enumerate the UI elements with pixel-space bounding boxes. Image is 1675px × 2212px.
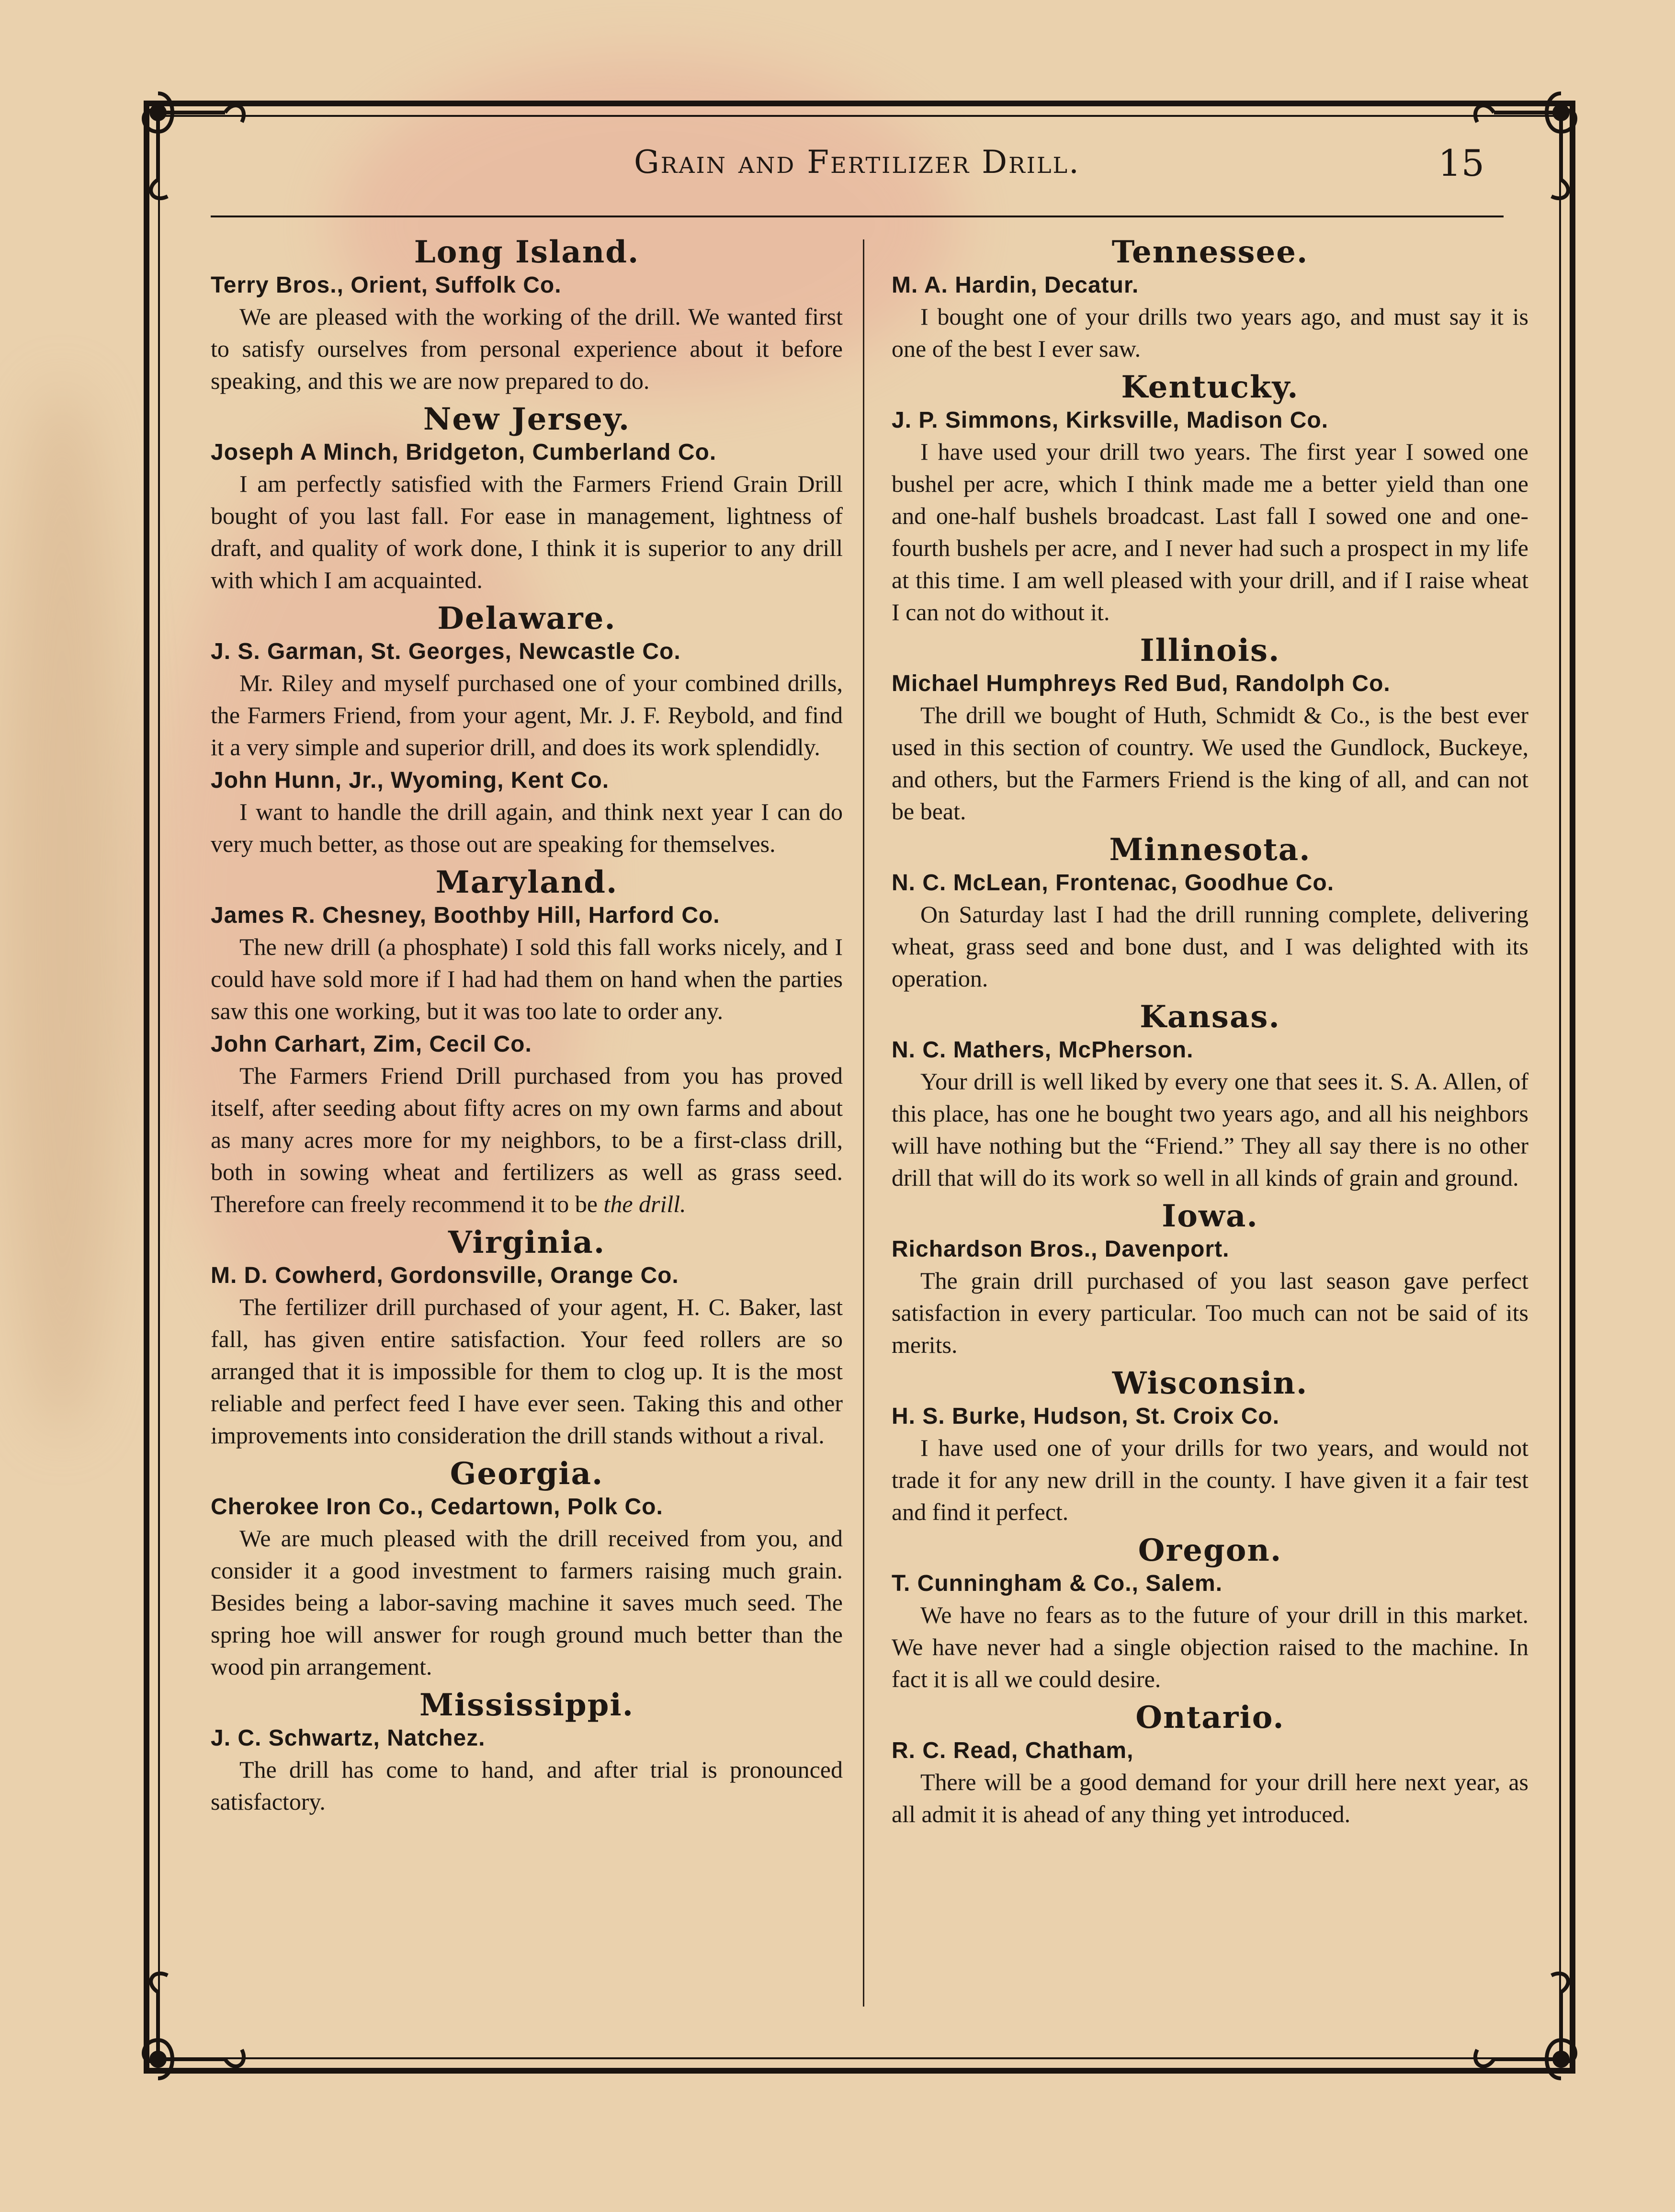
testimonial-text: I want to handle the drill again, and think next year I can do very much better, as those out are speaking for themselves.: [211, 798, 843, 857]
sender-line: Richardson Bros., Davenport.: [892, 1236, 1230, 1262]
testimonial-entry: [211, 765, 843, 860]
testimonial-entry: [892, 1199, 1528, 1361]
sender-line: John Hunn, Jr., Wyoming, Kent Co.: [211, 768, 610, 793]
testimonial-entry: [211, 235, 843, 397]
testimonial-text: I have used one of your drills for two years, and would not trade it for any new drill in the county. I have given it a fair test and find it perfect.: [892, 1434, 1528, 1525]
testimonial-entry: [211, 601, 843, 763]
sender-line: N. C. McLean, Frontenac, Goodhue Co.: [892, 870, 1335, 896]
state-heading: New Jersey.: [423, 401, 631, 437]
state-heading: Georgia.: [450, 1456, 604, 1492]
sender-line: R. C. Read, Chatham,: [892, 1738, 1134, 1763]
testimonial-text: The new drill (a phosphate) I sold this fall works nicely, and I could have sold more if I had had them on hand when the parties saw this one working, but it was too late to order any.: [211, 933, 843, 1024]
state-heading: Kansas.: [1140, 999, 1280, 1035]
testimonial-entry: [892, 1366, 1528, 1528]
sender-line: Cherokee Iron Co., Cedartown, Polk Co.: [211, 1494, 663, 1520]
sender-line: J. P. Simmons, Kirksville, Madison Co.: [892, 408, 1329, 433]
state-heading: Wisconsin.: [1112, 1365, 1308, 1401]
testimonial-text: We are much pleased with the drill received from you, and consider it a good investment to farmers raising much grain. Besides being a labor-saving machine it saves much seed. The spring hoe will answer for rough ground much better than the wood pin arrangement.: [211, 1525, 843, 1680]
testimonial-entry: [892, 633, 1528, 828]
testimonial-entry: [892, 1700, 1528, 1830]
testimonial-text: I am perfectly satisfied with the Farmers Friend Grain Drill bought of you last fall. For ease in management, lightness of draft, and quality of work done, I think it is superior to any drill with which I am acquainted.: [211, 470, 843, 593]
ornament-corner-bottom-left: [129, 1963, 254, 2088]
sender-line: James R. Chesney, Boothby Hill, Harford Co.: [211, 903, 720, 928]
testimonial-text: On Saturday last I had the drill running complete, delivering wheat, grass seed and bone dust, and I was delighted with its operation.: [892, 901, 1528, 992]
state-heading: Illinois.: [1140, 633, 1280, 669]
right-column: [892, 230, 1528, 1832]
state-heading: Ontario.: [1135, 1700, 1285, 1736]
testimonial-text-emphasis: the drill.: [603, 1191, 686, 1217]
testimonial-entry: [892, 999, 1528, 1194]
testimonial-text: The drill we bought of Huth, Schmidt & Co., is the best ever used in this section of country. We used the Gundlock, Buckeye, and others, but the Farmers Friend is the king of all, and can not be beat.: [892, 702, 1528, 825]
running-title: Grain and Fertilizer Drill.: [634, 144, 1081, 181]
testimonial-text: We are pleased with the working of the drill. We wanted first to satisfy ourselves from personal experience about it before speaking, and this we are now prepared to do.: [211, 303, 843, 394]
state-heading: Mississippi.: [419, 1687, 634, 1723]
sender-line: Joseph A Minch, Bridgeton, Cumberland Co.: [211, 440, 717, 465]
state-heading: Minnesota.: [1109, 832, 1311, 868]
testimonial-text-main: The Farmers Friend Drill purchased from you has proved itself, after seeding about fifty acres on my own farms and about as many acres more for my neighbors, to be a first-class drill, both in sowing wheat and fertilizers as well as grass seed. Therefore can freely recommend it to be: [211, 1062, 843, 1217]
sender-line: J. S. Garman, St. Georges, Newcastle Co.: [211, 639, 681, 664]
state-heading: Iowa.: [1162, 1198, 1258, 1234]
testimonial-text: We have no fears as to the future of your drill in this market. We have never had a single objection raised to the machine. In fact it is all we could desire.: [892, 1601, 1528, 1692]
header-rule: [211, 216, 1504, 217]
testimonial-entry: [211, 1688, 843, 1818]
paper-edge-stain: [0, 383, 124, 1437]
testimonial-text: I have used your drill two years. The first year I sowed one bushel per acre, which I think made me a better yield than one and one-half bushels broadcast. Last fall I sowed one and one-fourth bushels per acre, and I never had such a prospect in my life at this time. I am well pleased with your drill, and if I raise wheat I can not do without it.: [892, 438, 1528, 625]
sender-line: J. C. Schwartz, Natchez.: [211, 1725, 486, 1751]
page-number: 15: [1438, 142, 1484, 184]
state-heading: Kentucky.: [1121, 369, 1299, 405]
sender-line: Terry Bros., Orient, Suffolk Co.: [211, 272, 562, 298]
testimonial-text: I bought one of your drills two years ago, and must say it is one of the best I ever saw.: [892, 303, 1528, 362]
state-heading: Virginia.: [448, 1225, 606, 1260]
sender-line: N. C. Mathers, McPherson.: [892, 1037, 1194, 1063]
sender-line: Michael Humphreys Red Bud, Randolph Co.: [892, 671, 1391, 696]
sender-line: H. S. Burke, Hudson, St. Croix Co.: [892, 1404, 1280, 1429]
state-heading: Tennessee.: [1111, 234, 1309, 270]
testimonial-text: The grain drill purchased of you last season gave perfect satisfaction in every particular. Too much can not be said of its merits.: [892, 1267, 1528, 1358]
state-heading: Long Island.: [414, 234, 640, 270]
testimonial-entry: [211, 865, 843, 1027]
testimonial-text: The fertilizer drill purchased of your agent, H. C. Baker, last fall, has given entire satisfaction. Your feed rollers are so arranged that it is impossible for them to clog up. It is the most reliable and perfect feed I have ever seen. Taking this and other improvements into consideration the drill stands without a rival.: [211, 1293, 843, 1449]
state-heading: Delaware.: [437, 601, 616, 636]
sender-line: John Carhart, Zim, Cecil Co.: [211, 1032, 532, 1057]
testimonial-entry: [211, 1029, 843, 1220]
ornament-corner-bottom-right: [1465, 1963, 1590, 2088]
testimonial-text: [211, 1060, 843, 1220]
testimonial-text: Mr. Riley and myself purchased one of your combined drills, the Farmers Friend, from your agent, Mr. J. F. Reybold, and find it a very simple and superior drill, and does its work splendidly.: [211, 669, 843, 760]
sender-line: M. D. Cowherd, Gordonsville, Orange Co.: [211, 1263, 679, 1288]
testimonial-text: There will be a good demand for your drill here next year, as all admit it is ahead of any thing yet introduced.: [892, 1769, 1528, 1827]
column-divider: [863, 239, 864, 2007]
testimonial-entry: [211, 1225, 843, 1452]
state-heading: Oregon.: [1138, 1532, 1282, 1568]
testimonial-entry: [211, 1456, 843, 1683]
testimonial-text: The drill has come to hand, and after trial is pronounced satisfactory.: [211, 1756, 843, 1815]
testimonial-entry: [892, 235, 1528, 365]
testimonial-entry: [892, 1533, 1528, 1695]
left-column: [211, 230, 843, 1820]
page-header: [211, 139, 1504, 192]
state-heading: Maryland.: [435, 864, 618, 900]
testimonial-entry: [211, 402, 843, 596]
testimonial-entry: [892, 832, 1528, 995]
testimonial-entry: [892, 370, 1528, 628]
sender-line: M. A. Hardin, Decatur.: [892, 272, 1139, 298]
testimonial-text: Your drill is well liked by every one that sees it. S. A. Allen, of this place, has one he bought two years ago, and all his neighbors will have nothing but the “Friend.” They all say there is no other drill that will do its work so well in all kinds of grain and ground.: [892, 1068, 1528, 1191]
sender-line: T. Cunningham & Co., Salem.: [892, 1571, 1223, 1596]
